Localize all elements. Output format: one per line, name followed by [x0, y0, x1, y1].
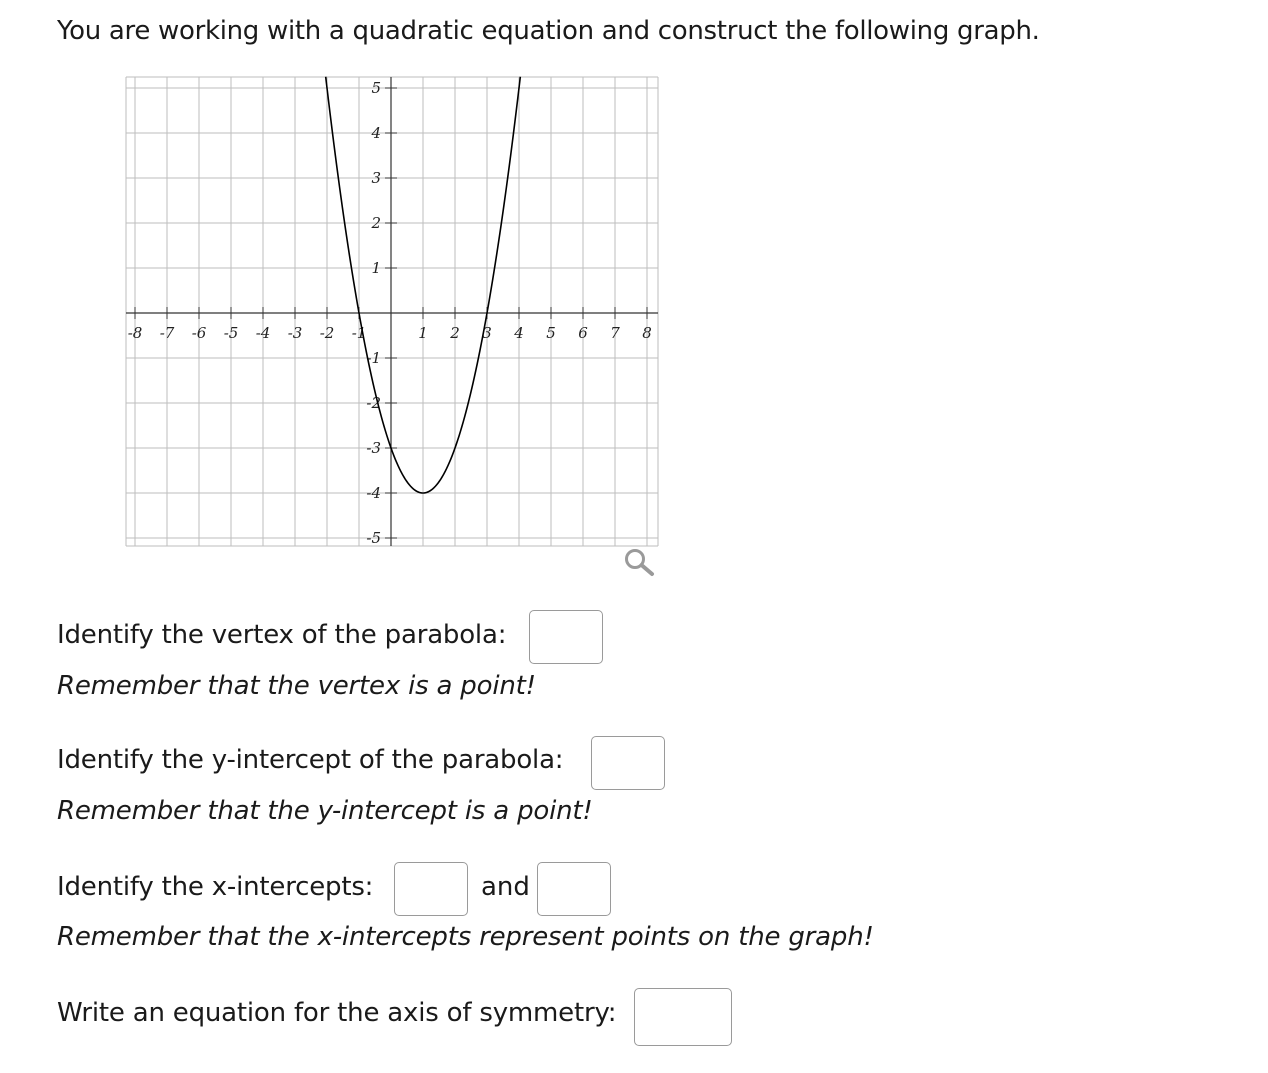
- parabola-graph: [0, 0, 700, 600]
- y-tick-label: 5: [371, 79, 381, 97]
- y-tick-label: -5: [366, 529, 381, 547]
- y-tick-label: 4: [371, 124, 381, 142]
- x-tick-label: -3: [287, 324, 303, 342]
- x-intercepts-prompt: Identify the x-intercepts:: [57, 872, 374, 902]
- x-tick-label: -4: [255, 324, 271, 342]
- y-intercept-input[interactable]: [591, 736, 665, 790]
- x-tick-label: 6: [578, 324, 588, 342]
- y-tick-label: -2: [366, 394, 381, 412]
- x-tick-label: 5: [546, 324, 556, 342]
- magnifier-icon[interactable]: [622, 546, 658, 578]
- vertex-input[interactable]: [529, 610, 603, 664]
- x-tick-label: -6: [191, 324, 207, 342]
- x-tick-label: 1: [418, 324, 428, 342]
- x-tick-label: -1: [351, 324, 367, 342]
- x-tick-label: -2: [319, 324, 335, 342]
- x-tick-label: 8: [642, 324, 652, 342]
- x-tick-label: -7: [159, 324, 175, 342]
- and-label: and: [481, 872, 530, 902]
- axes: [126, 77, 658, 546]
- x-tick-label: -8: [127, 324, 143, 342]
- x-tick-label: 3: [482, 324, 492, 342]
- y-tick-label: 1: [371, 259, 381, 277]
- y-tick-label: -1: [366, 349, 381, 367]
- grid: [126, 77, 658, 546]
- vertex-hint: Remember that the vertex is a point!: [57, 671, 536, 701]
- y-intercept-hint: Remember that the y-intercept is a point!: [57, 796, 593, 826]
- question-intro: You are working with a quadratic equation and construct the following graph.: [57, 16, 1040, 46]
- y-tick-label: -4: [366, 484, 381, 502]
- vertex-prompt: Identify the vertex of the parabola:: [57, 620, 507, 650]
- x-intercept-2-input[interactable]: [537, 862, 611, 916]
- x-intercept-1-input[interactable]: [394, 862, 468, 916]
- y-tick-label: -3: [366, 439, 381, 457]
- x-tick-label: 4: [514, 324, 524, 342]
- x-intercepts-hint: Remember that the x-intercepts represent points on the graph!: [57, 922, 874, 952]
- x-tick-label: 2: [450, 324, 460, 342]
- axis-of-symmetry-input[interactable]: [634, 988, 732, 1046]
- axis-prompt: Write an equation for the axis of symmetry:: [57, 998, 617, 1028]
- y-intercept-prompt: Identify the y-intercept of the parabola:: [57, 745, 564, 775]
- x-tick-label: 7: [610, 324, 620, 342]
- y-tick-label: 3: [371, 169, 381, 187]
- x-tick-label: -5: [223, 324, 239, 342]
- y-tick-label: 2: [371, 214, 381, 232]
